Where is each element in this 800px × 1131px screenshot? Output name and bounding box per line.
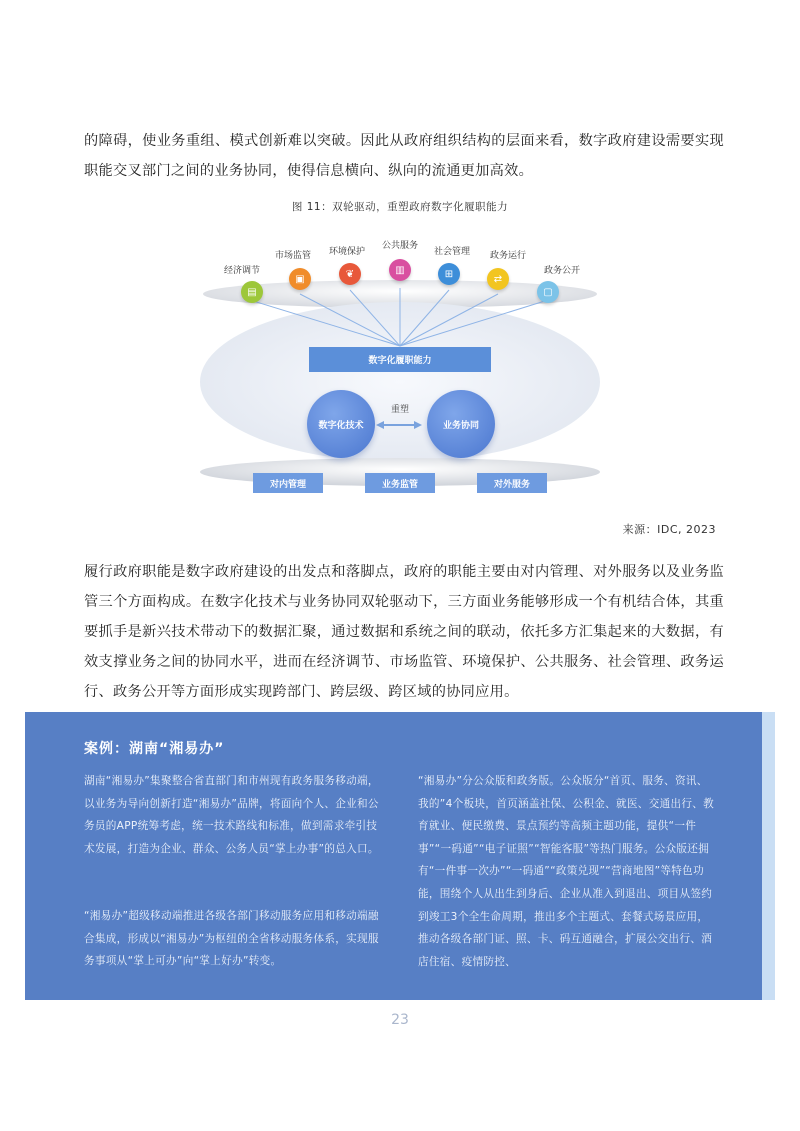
body-paragraph-main: 履行政府职能是数字政府建设的出发点和落脚点，政府的职能主要由对内管理、对外服务以及业务监管三个方面构成。在数字化技术与业务协同双轮驱动下，三方面业务能够形成一个有机结合体，其重要抓手是新兴技术带动下的数据汇聚，通过数据和系统之间的联动，依托多方汇集起来的大数据，有效支撑业务之间的协同水平，进而在经济调节、市场监管、环境保护、公共服务、社会管理、政务运行、政务公开等方面形成实现跨部门、跨层级、跨区域的协同应用。 xyxy=(84,564,724,700)
function-label-public-service: 公共服务 xyxy=(381,241,419,251)
right-circle-business-synergy: 业务协同 xyxy=(427,390,495,458)
bottom-bar-internal: 对内管理 xyxy=(253,473,323,493)
function-label-market: 市场监管 xyxy=(274,251,312,261)
case-study-title: 案例：湖南“湘易办” xyxy=(84,741,225,757)
function-label-openness: 政务公开 xyxy=(543,266,581,276)
case-left-paragraph-1: 湖南“湘易办”集聚整合省直部门和市州现有政务服务移动端，以业务为导向创新打造“湘易办”品牌，将面向个人、企业和公务员的APP统筹考虑，统一技术路线和标准，做到需求牵引技术发展，打造为企业、群众、公务人员“掌上办事”的总入口。 xyxy=(84,775,379,855)
calculator-icon: ▤ xyxy=(241,281,263,303)
left-circle-digital-tech: 数字化技术 xyxy=(307,390,375,458)
leaf-icon: ❦ xyxy=(339,263,361,285)
figure-source: 来源：IDC, 2023 xyxy=(622,523,716,536)
document-icon: ▢ xyxy=(537,281,559,303)
bottom-bar-supervision: 业务监管 xyxy=(365,473,435,493)
building-icon: ▥ xyxy=(389,259,411,281)
swap-icon: ⇄ xyxy=(487,268,509,290)
function-label-operation: 政务运行 xyxy=(489,251,527,261)
reshape-label: 重塑 xyxy=(390,405,410,415)
case-right-paragraph: “湘易办”分公众版和政务版。公众版分“首页、服务、资讯、我的”4个板块，首页涵盖社保、公积金、就医、交通出行、教育就业、便民缴费、景点预约等高频主题功能，提供“一件事”“一码通”“电子证照”“智能客服”等热门服务。公众版还拥有“一件事一次办”“一码通”“政策兑现”“营商地图”等特色功能，围绕个人从出生到身后、企业从准入到退出、项目从签约到竣工3个全生命周期，推出多个主题式、套餐式场景应用，推动各级各部门证、照、卡、码互通融合，扩展公交出行、酒店住宿、疫情防控、 xyxy=(418,775,715,968)
capability-bar: 数字化履职能力 xyxy=(309,347,491,372)
figure-caption: 图 11：双轮驱动，重塑政府数字化履职能力 xyxy=(291,201,509,213)
function-label-economic: 经济调节 xyxy=(223,266,261,276)
clipboard-icon: ▣ xyxy=(289,268,311,290)
page-number: 23 xyxy=(391,1012,409,1028)
bottom-bar-external: 对外服务 xyxy=(477,473,547,493)
case-study-stripe xyxy=(762,712,775,1000)
dual-drive-diagram xyxy=(190,232,610,502)
grid-icon: ⊞ xyxy=(438,263,460,285)
function-label-social: 社会管理 xyxy=(433,247,471,257)
body-paragraph-top: 的障碍，使业务重组、模式创新难以突破。因此从政府组织结构的层面来看，数字政府建设需要实现职能交叉部门之间的业务协同，使得信息横向、纵向的流通更加高效。 xyxy=(84,133,724,179)
function-label-environment: 环境保护 xyxy=(328,247,366,257)
case-left-paragraph-2: “湘易办”超级移动端推进各级各部门移动服务应用和移动端融合集成，形成以“湘易办”为枢纽的全省移动服务体系，实现服务事项从“掌上可办”向“掌上好办”转变。 xyxy=(84,910,379,968)
